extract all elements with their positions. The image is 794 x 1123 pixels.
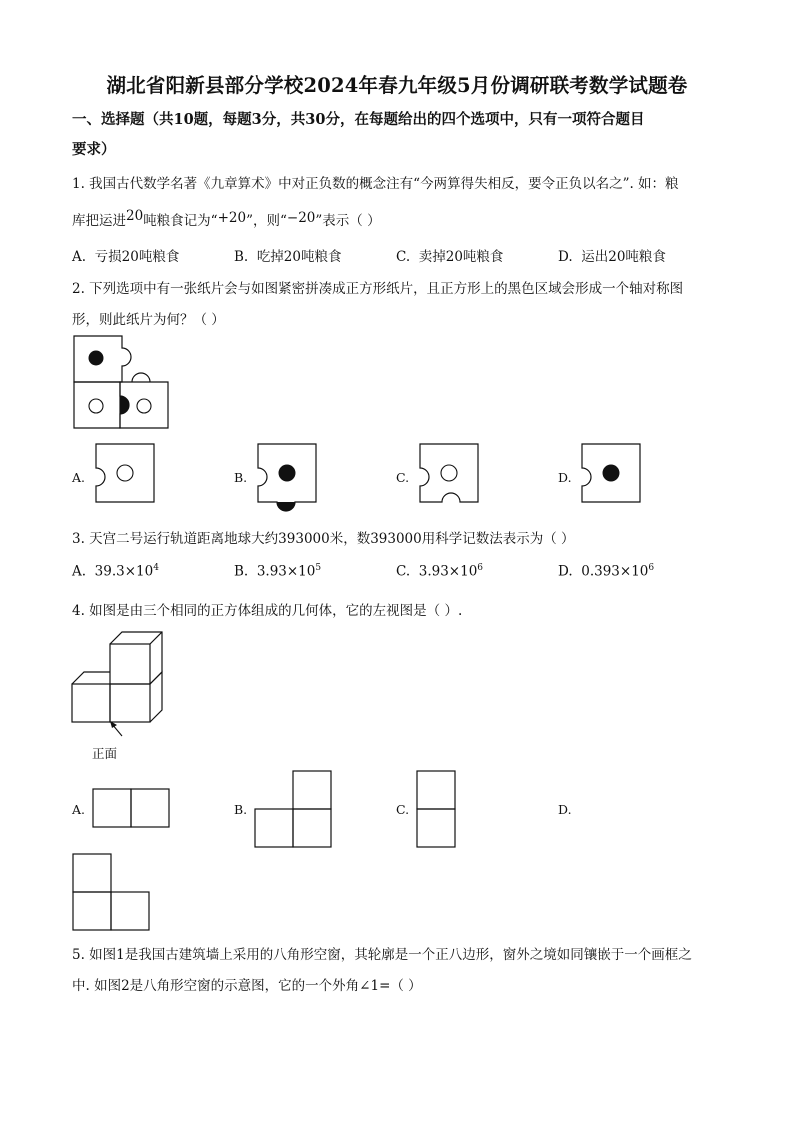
q3-option-d-label: D. xyxy=(558,563,573,580)
q3-option-c-exponent: 6 xyxy=(477,563,484,573)
q4-option-b-label[interactable]: B. xyxy=(234,802,248,817)
q1-line2-a: 库把运进 xyxy=(72,213,126,229)
page-title: 湖北省阳新县部分学校2024年春九年级5月份调研联考数学试题卷 xyxy=(106,74,688,97)
q1-option-d[interactable] xyxy=(558,245,666,265)
q4-text: 4. 如图是由三个相同的正方体组成的几何体，它的左视图是（ ）. xyxy=(72,603,463,619)
q4-cube-figure xyxy=(70,628,170,738)
q1-text-line2 xyxy=(72,209,381,229)
puzzle-black-dot xyxy=(89,351,104,366)
q4-option-d-figure[interactable] xyxy=(72,853,152,933)
q5-text-line2: 中. 如图2是八角形空窗的示意图，它的一个外角∠1=（ ） xyxy=(72,978,422,994)
q1-option-c-label: C. xyxy=(396,249,411,265)
q1-option-d-text: 运出20吨粮食 xyxy=(581,249,666,265)
q4-option-b-figure[interactable] xyxy=(254,770,334,850)
q1-line2-c: ”，则“ xyxy=(246,213,287,229)
q4-front-label: 正面 xyxy=(92,746,118,761)
q1-option-b[interactable] xyxy=(234,245,342,265)
q2-text-line1: 2. 下列选项中有一张纸片会与如图紧密拼凑成正方形纸片，且正方形上的黑色区域会形成一个轴对称图 xyxy=(72,281,684,297)
q1-option-c[interactable] xyxy=(396,245,503,265)
q3-option-a-label: A. xyxy=(72,563,87,580)
q3-option-c-label: C. xyxy=(396,563,411,580)
q3-option-b[interactable] xyxy=(234,563,321,580)
q1-line2-b: 吨粮食记为“ xyxy=(143,213,218,229)
q2-option-b-figure[interactable] xyxy=(248,442,320,514)
q1-option-c-text: 卖掉20吨粮食 xyxy=(418,249,504,265)
q3-option-b-mantissa: 3.93×10 xyxy=(256,563,316,580)
puzzle-white-dot-right xyxy=(137,399,151,413)
q3-option-b-exponent: 5 xyxy=(315,563,322,573)
q1-positive-20: +20 xyxy=(217,210,247,226)
q2-puzzle-figure xyxy=(72,334,172,432)
q4-option-c-figure[interactable] xyxy=(416,770,458,850)
q1-line2-d: ”表示（ ） xyxy=(315,213,381,229)
q4-option-a-label[interactable]: A. xyxy=(72,802,86,817)
q1-option-a-label: A. xyxy=(72,249,87,265)
q1-option-b-label: B. xyxy=(234,249,249,265)
q2-option-c-label[interactable]: C. xyxy=(396,470,410,485)
q3-option-d-mantissa: 0.393×10 xyxy=(581,563,649,580)
q1-option-a-text: 亏损20吨粮食 xyxy=(94,249,180,265)
q2-text-line2: 形，则此纸片为何？（ ） xyxy=(72,312,225,328)
q3-option-b-label: B. xyxy=(234,563,249,580)
q3-option-c[interactable] xyxy=(396,563,483,580)
q1-option-b-text: 吃掉20吨粮食 xyxy=(256,249,342,265)
q3-option-d[interactable] xyxy=(558,563,654,580)
q3-option-a-mantissa: 39.3×10 xyxy=(94,563,154,580)
q4-option-a-figure[interactable] xyxy=(92,788,172,830)
q3-text: 3. 天宫二号运行轨道距离地球大约393000米，数393000用科学记数法表示为（ ） xyxy=(72,531,575,547)
q2-option-d-label[interactable]: D. xyxy=(558,470,572,485)
q3-option-a-exponent: 4 xyxy=(153,563,159,573)
q1-negative-20: −20 xyxy=(286,210,316,226)
q1-option-a[interactable] xyxy=(72,245,179,265)
q3-option-a[interactable] xyxy=(72,563,159,580)
q1-text-line1: 1. 我国古代数学名著《九章算术》中对正负数的概念注有“今两算得失相反，要令正负以名之”. 如：粮 xyxy=(72,176,679,192)
q2-option-a-label[interactable]: A. xyxy=(72,470,86,485)
q2-option-b-label[interactable]: B. xyxy=(234,470,248,485)
puzzle-white-dot-left xyxy=(89,399,103,413)
section-header-line1: 一、选择题（共10题，每题3分，共30分，在每题给出的四个选项中，只有一项符合题目 xyxy=(72,111,645,128)
puzzle-black-half xyxy=(120,396,129,414)
q3-option-c-mantissa: 3.93×10 xyxy=(418,563,478,580)
q1-number-20: 20 xyxy=(126,208,144,224)
q4-option-c-label[interactable]: C. xyxy=(396,802,410,817)
q4-option-d-label[interactable]: D. xyxy=(558,802,572,817)
q2-option-a-figure[interactable] xyxy=(86,442,158,514)
q5-text-line1: 5. 如图1是我国古建筑墙上采用的八角形空窗，其轮廓是一个正八边形，窗外之境如同镶嵌于一个画框之 xyxy=(72,947,692,963)
q3-option-d-exponent: 6 xyxy=(648,563,655,573)
section-header-line2: 要求） xyxy=(72,141,116,158)
q2-option-d-figure[interactable] xyxy=(572,442,644,514)
q2-option-c-figure[interactable] xyxy=(410,442,482,514)
q1-option-d-label: D. xyxy=(558,249,573,265)
